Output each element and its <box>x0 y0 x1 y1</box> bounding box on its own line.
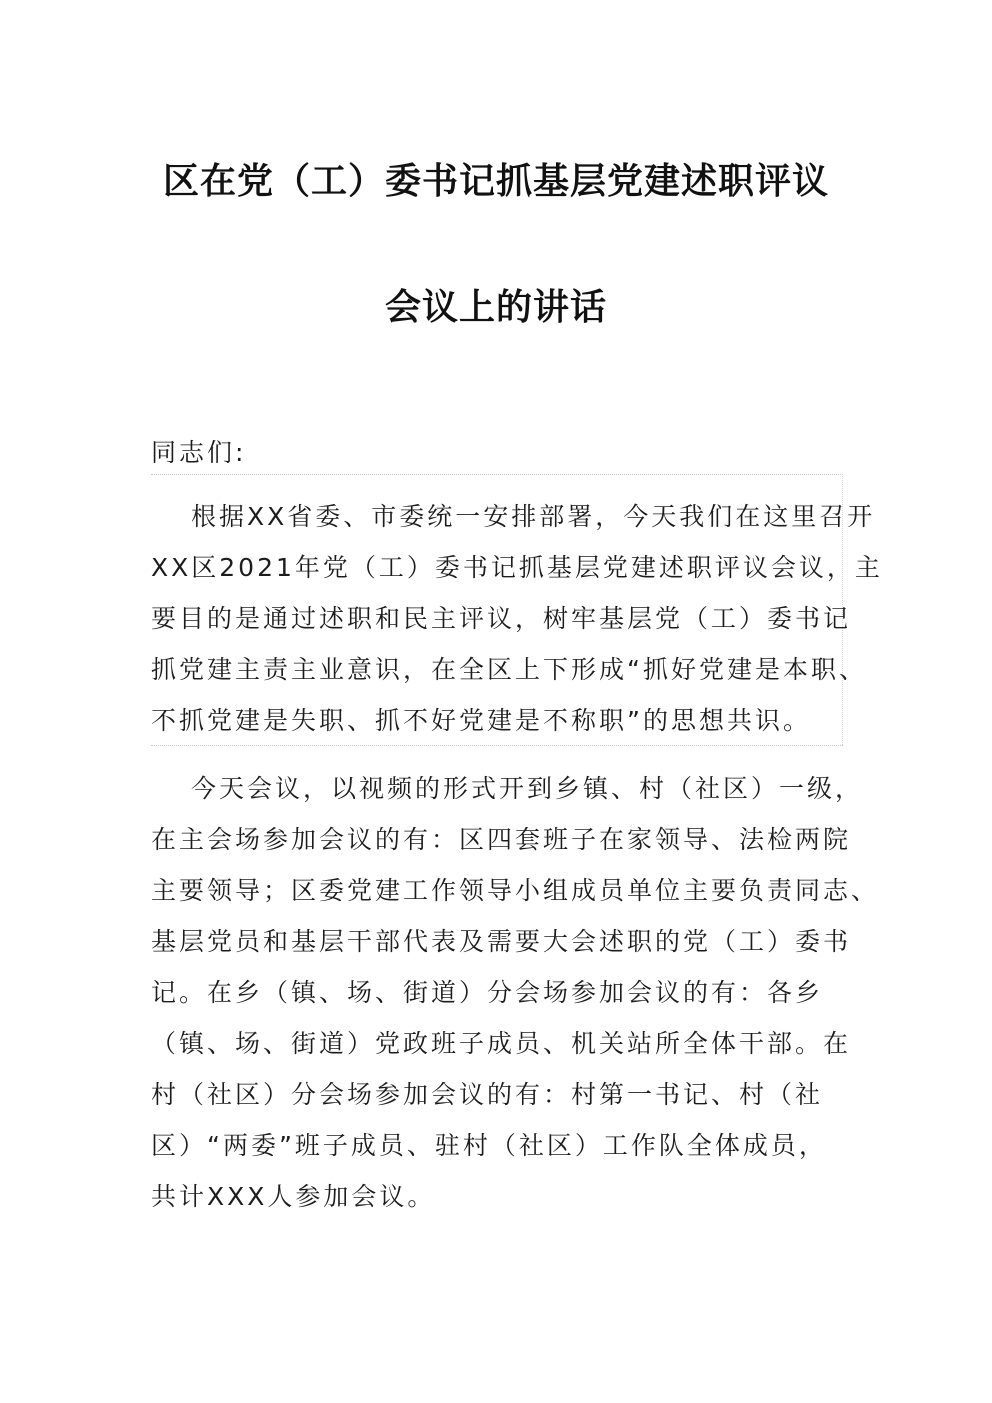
paragraph-guide-bottom <box>151 745 843 746</box>
paragraph-2-line-5: 记。在乡（镇、场、街道）分会场参加会议的有：各乡 <box>151 978 824 1007</box>
document-title-line-2: 会议上的讲话 <box>384 286 607 328</box>
paragraph-2-line-1: 今天会议，以视频的形式开到乡镇、村（社区）一级， <box>191 774 864 803</box>
paragraph-guide-top <box>151 474 843 475</box>
paragraph-1-line-1: 根据XX省委、市委统一安排部署，今天我们在这里召开 <box>191 502 876 531</box>
paragraph-1-line-5: 不抓党建是失职、抓不好党建是不称职”的思想共识。 <box>151 706 811 735</box>
paragraph-2-line-7: 村（社区）分会场参加会议的有：村第一书记、村（社 <box>151 1080 824 1109</box>
paragraph-2-line-4: 基层党员和基层干部代表及需要大会述职的党（工）委书 <box>151 927 852 956</box>
paragraph-2-line-8: 区）“两委”班子成员、驻村（社区）工作队全体成员， <box>151 1131 827 1160</box>
paragraph-1-line-4: 抓党建主责主业意识，在全区上下形成“抓好党建是本职、 <box>151 655 867 684</box>
paragraph-2-line-6: （镇、场、街道）党政班子成员、机关站所全体干部。在 <box>151 1029 852 1058</box>
paragraph-2-line-2: 在主会场参加会议的有：区四套班子在家领导、法检两院 <box>151 825 852 854</box>
salutation: 同志们: <box>151 438 247 467</box>
document-title-line-1: 区在党（工）委书记抓基层党建述职评议 <box>162 160 829 202</box>
paragraph-2-line-9: 共计XXX人参加会议。 <box>151 1182 436 1211</box>
paragraph-1-line-3: 要目的是通过述职和民主评议，树牢基层党（工）委书记 <box>151 604 852 633</box>
paragraph-1-line-2: XX区2021年党（工）委书记抓基层党建述职评议会议，主 <box>151 553 883 582</box>
paragraph-2-line-3: 主要领导；区委党建工作领导小组成员单位主要负责同志、 <box>151 876 880 905</box>
